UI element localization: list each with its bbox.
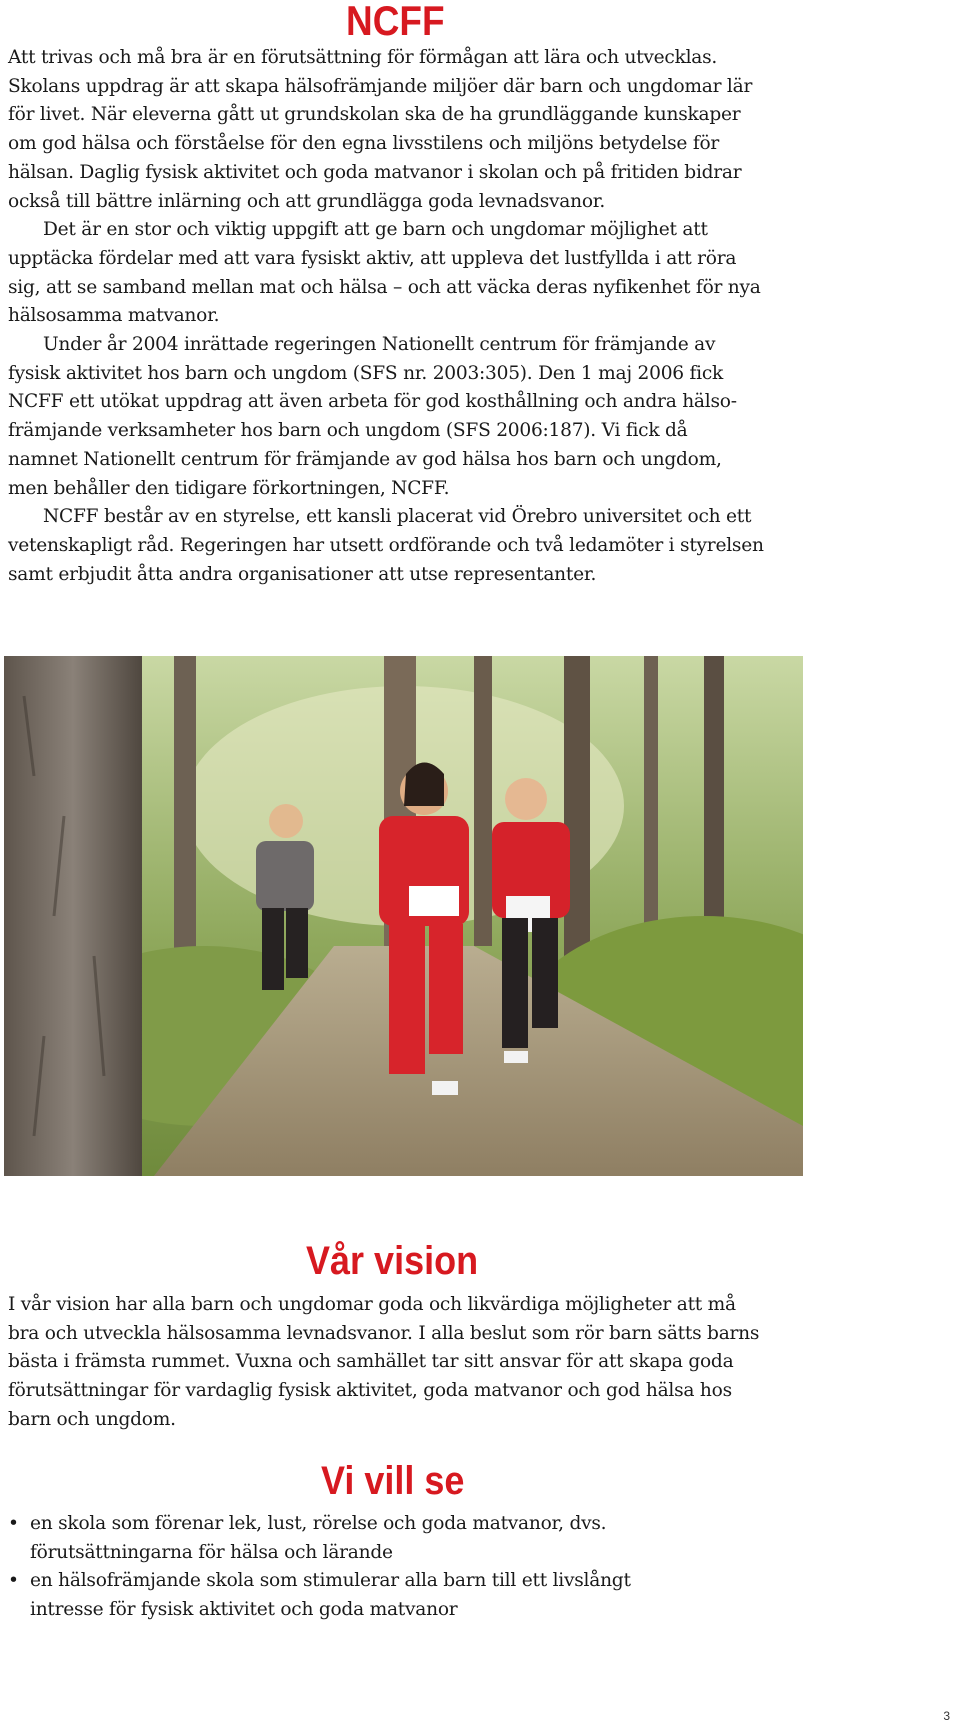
text-line: sig, att se samband mellan mat och hälsa – och att väcka deras nyfikenhet för nya — [8, 276, 761, 298]
text-line: hälsosamma matvanor. — [8, 305, 220, 327]
intro-paragraph-2 — [8, 216, 808, 331]
text-line: också till bättre inlärning och att grundlägga goda levnadsvanor. — [8, 190, 606, 212]
text-line: • en hälsofrämjande skola som stimulerar alla barn till ett livslångt — [30, 1570, 631, 1592]
text-line: för livet. När eleverna gått ut grundskolan ska de ha grundläggande kunskaper — [8, 104, 741, 126]
text-line: NCFF ett utökat uppdrag att även arbeta för god kosthållning och andra hälso- — [8, 391, 737, 413]
text-line: hälsan. Daglig fysisk aktivitet och goda matvanor i skolan och på fritiden bidrar — [8, 161, 742, 183]
text-line: förutsättningar för vardaglig fysisk aktivitet, goda matvanor och god hälsa hos — [8, 1380, 732, 1402]
section-heading-vill-se: Vi vill se — [321, 1459, 465, 1503]
text-line: fysisk aktivitet hos barn och ungdom (SFS nr. 2003:305). Den 1 maj 2006 fick — [8, 362, 724, 384]
text-line: vetenskapligt råd. Regeringen har utsett ordförande och två ledamöter i styrelsen — [8, 534, 764, 556]
vision-paragraph — [8, 1291, 808, 1435]
list-item — [8, 1567, 631, 1624]
vision-text — [8, 1291, 808, 1435]
text-line: upptäcka fördelar med att vara fysiskt aktiv, att uppleva det lustfyllda i att röra — [8, 247, 737, 269]
text-line: bra och utveckla hälsosamma levnadsvanor. I alla beslut som rör barn sätts barns — [8, 1322, 760, 1344]
text-line: men behåller den tidigare förkortningen, NCFF. — [8, 477, 450, 499]
text-line: Att trivas och må bra är en förutsättning för förmågan att lära och utvecklas. — [8, 47, 718, 68]
intro-paragraph-3 — [8, 331, 808, 503]
text-line: Skolans uppdrag är att skapa hälsofrämjande miljöer där barn och ungdomar lär — [8, 75, 753, 97]
text-line: om god hälsa och förståelse för den egna livsstilens och miljöns betydelse för — [8, 133, 720, 155]
page-number: 3 — [943, 1709, 950, 1723]
page-title: NCFF — [346, 0, 445, 44]
text-line: Under år 2004 inrättade regeringen Nationellt centrum för främjande av — [43, 334, 716, 356]
text-line: främjande verksamheter hos barn och ungdom (SFS 2006:187). Vi fick då — [8, 420, 688, 442]
intro-paragraph-4 — [8, 503, 808, 589]
text-line: bästa i främsta rummet. Vuxna och samhället tar sitt ansvar för att skapa goda — [8, 1351, 734, 1373]
intro-text — [8, 44, 808, 589]
intro-paragraph-1 — [8, 44, 808, 216]
text-line: intresse för fysisk aktivitet och goda matvanor — [30, 1599, 458, 1621]
text-line: förutsättningarna för hälsa och lärande — [30, 1541, 393, 1563]
photo-children-running-forest — [4, 656, 803, 1176]
text-line: namnet Nationellt centrum för främjande av god hälsa hos barn och ungdom, — [8, 448, 722, 470]
text-line: I vår vision har alla barn och ungdomar goda och likvärdiga möjligheter att må — [8, 1294, 736, 1315]
vill-se-bullet-list — [8, 1510, 631, 1625]
text-line: barn och ungdom. — [8, 1408, 176, 1430]
text-line: Det är en stor och viktig uppgift att ge barn och ungdomar möjlighet att — [43, 219, 708, 241]
text-line: • en skola som förenar lek, lust, rörelse och goda matvanor, dvs. — [30, 1513, 607, 1534]
text-line: samt erbjudit åtta andra organisationer att utse representanter. — [8, 563, 597, 585]
list-item — [8, 1510, 631, 1567]
forest-photo-illustration — [4, 656, 803, 1176]
text-line: NCFF består av en styrelse, ett kansli placerat vid Örebro universitet och ett — [43, 506, 752, 528]
section-heading-vision: Vår vision — [306, 1239, 479, 1283]
